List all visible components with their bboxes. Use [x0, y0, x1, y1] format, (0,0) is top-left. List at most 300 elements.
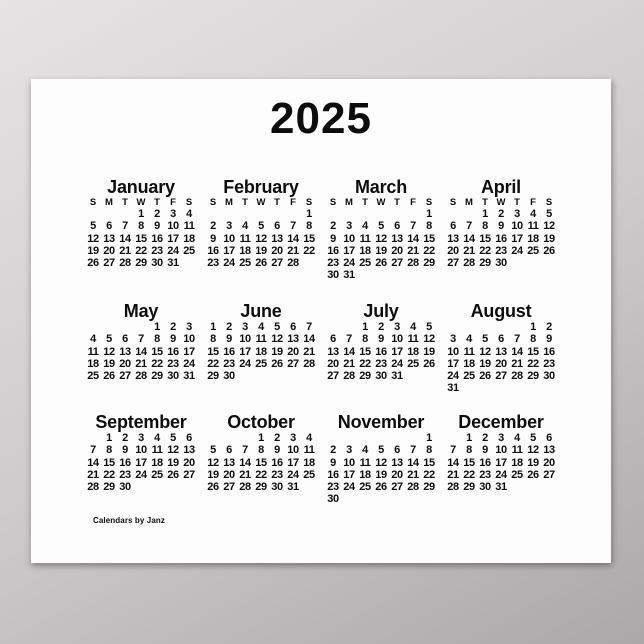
day-cell: 30	[151, 257, 163, 270]
day-cell: 8	[258, 444, 264, 457]
day-cell: 18	[183, 232, 195, 245]
day-cell: 17	[287, 456, 299, 469]
day-cell: 22	[359, 357, 371, 370]
day-cell: 31	[495, 481, 507, 494]
day-cell: 8	[306, 220, 312, 233]
day-cell: 26	[543, 244, 555, 257]
day-cell: 9	[378, 333, 384, 346]
day-cell: 14	[511, 345, 523, 358]
day-cell: 6	[186, 432, 192, 444]
day-cell: 28	[447, 481, 459, 494]
day-cell: 6	[106, 220, 112, 233]
day-of-week-label: M	[225, 197, 233, 208]
month-july	[321, 301, 441, 412]
empty-day-cell	[525, 382, 541, 394]
empty-day-cell	[405, 208, 421, 220]
day-cell: 18	[151, 456, 163, 469]
day-cell: 25	[183, 244, 195, 257]
empty-day-cell	[389, 269, 405, 281]
day-cell: 7	[122, 220, 128, 233]
week-row	[321, 269, 441, 281]
day-cell: 28	[407, 481, 419, 494]
day-cell: 4	[466, 333, 472, 346]
day-cell: 4	[242, 220, 248, 233]
day-cell: 15	[479, 232, 491, 245]
day-cell: 1	[306, 208, 312, 220]
empty-day-cell	[445, 432, 461, 444]
day-cell: 5	[482, 333, 488, 346]
day-cell: 3	[226, 220, 232, 233]
day-cell: 12	[375, 232, 387, 245]
day-of-week-header-row	[201, 197, 321, 208]
day-cell: 9	[330, 232, 336, 245]
day-cell: 17	[511, 232, 523, 245]
day-cell: 2	[378, 321, 384, 333]
day-cell: 9	[210, 232, 216, 245]
day-cell: 7	[138, 333, 144, 346]
day-cell: 25	[359, 481, 371, 494]
day-cell: 21	[303, 345, 315, 358]
day-cell: 10	[223, 232, 235, 245]
day-cell: 11	[511, 444, 523, 457]
day-cell: 11	[303, 444, 315, 457]
day-of-week-label: W	[256, 197, 266, 208]
day-of-week-label: S	[185, 197, 193, 208]
day-cell: 9	[154, 220, 160, 233]
day-cell: 27	[495, 370, 507, 383]
week-row	[81, 444, 201, 456]
day-cell: 29	[423, 257, 435, 270]
day-cell: 2	[122, 432, 128, 444]
day-of-week-label: T	[514, 197, 520, 208]
week-row	[201, 321, 321, 333]
day-cell: 13	[327, 345, 339, 358]
day-cell: 15	[135, 232, 147, 245]
day-cell: 9	[274, 444, 280, 457]
day-cell: 8	[154, 333, 160, 346]
week-row	[441, 233, 561, 245]
day-cell: 25	[463, 370, 475, 383]
day-cell: 1	[210, 321, 216, 333]
empty-day-cell	[325, 208, 341, 220]
day-cell: 14	[87, 456, 99, 469]
day-cell: 12	[543, 220, 555, 233]
week-row	[321, 370, 441, 382]
day-cell: 25	[255, 357, 267, 370]
day-cell: 15	[423, 232, 435, 245]
week-row	[81, 457, 201, 469]
day-cell: 22	[303, 244, 315, 257]
day-cell: 4	[514, 432, 520, 444]
day-cell: 11	[151, 444, 163, 457]
day-cell: 7	[242, 444, 248, 457]
day-cell: 5	[426, 321, 432, 333]
day-cell: 24	[239, 357, 251, 370]
day-cell: 12	[271, 333, 283, 346]
day-cell: 17	[167, 232, 179, 245]
day-cell: 11	[359, 456, 371, 469]
day-cell: 7	[346, 333, 352, 346]
day-cell: 17	[183, 345, 195, 358]
day-cell: 21	[511, 357, 523, 370]
week-row	[321, 457, 441, 469]
day-cell: 8	[466, 444, 472, 457]
empty-day-cell	[341, 493, 357, 505]
day-of-week-label: W	[376, 197, 386, 208]
day-cell: 15	[423, 456, 435, 469]
day-cell: 6	[394, 220, 400, 233]
day-cell: 20	[271, 244, 283, 257]
day-cell: 4	[258, 321, 264, 333]
week-row	[81, 233, 201, 245]
day-cell: 11	[239, 232, 251, 245]
month-title: July	[363, 301, 399, 321]
day-cell: 18	[359, 468, 371, 481]
day-cell: 10	[343, 456, 355, 469]
empty-day-cell	[269, 208, 285, 220]
day-cell: 2	[170, 321, 176, 333]
day-cell: 13	[543, 444, 555, 457]
day-cell: 13	[391, 456, 403, 469]
day-cell: 28	[119, 257, 131, 270]
day-cell: 23	[327, 481, 339, 494]
week-row	[81, 469, 201, 481]
empty-day-cell	[509, 382, 525, 394]
month-october	[201, 412, 321, 534]
empty-day-cell	[421, 269, 437, 281]
week-row	[201, 469, 321, 481]
day-cell: 28	[287, 257, 299, 270]
day-cell: 7	[90, 444, 96, 457]
empty-day-cell	[85, 321, 101, 333]
day-cell: 21	[135, 357, 147, 370]
day-cell: 31	[343, 269, 355, 282]
day-of-week-label: T	[154, 197, 160, 208]
day-cell: 4	[362, 444, 368, 457]
day-cell: 28	[511, 370, 523, 383]
empty-day-cell	[373, 269, 389, 281]
day-cell: 18	[527, 232, 539, 245]
day-cell: 26	[167, 468, 179, 481]
day-cell: 4	[306, 432, 312, 444]
day-cell: 23	[271, 468, 283, 481]
day-cell: 26	[479, 370, 491, 383]
day-cell: 16	[151, 232, 163, 245]
day-cell: 23	[151, 244, 163, 257]
month-title: November	[337, 412, 425, 432]
day-cell: 15	[207, 345, 219, 358]
day-cell: 3	[394, 321, 400, 333]
week-row	[321, 245, 441, 257]
day-cell: 24	[495, 468, 507, 481]
day-cell: 18	[407, 345, 419, 358]
day-cell: 1	[530, 321, 536, 333]
empty-day-cell	[285, 208, 301, 220]
day-cell: 18	[303, 456, 315, 469]
day-cell: 7	[306, 321, 312, 333]
day-cell: 30	[375, 370, 387, 383]
day-of-week-label: M	[465, 197, 473, 208]
week-row	[81, 370, 201, 382]
day-cell: 12	[479, 345, 491, 358]
week-row	[201, 358, 321, 370]
day-cell: 20	[119, 357, 131, 370]
day-of-week-label: T	[274, 197, 280, 208]
week-row	[201, 481, 321, 493]
empty-day-cell	[181, 481, 197, 493]
week-row	[441, 432, 561, 444]
day-cell: 17	[239, 345, 251, 358]
month-november	[321, 412, 441, 534]
day-of-week-label: M	[345, 197, 353, 208]
day-cell: 10	[167, 220, 179, 233]
day-cell: 22	[479, 244, 491, 257]
day-cell: 27	[183, 468, 195, 481]
day-cell: 27	[271, 257, 283, 270]
empty-day-cell	[509, 481, 525, 493]
day-cell: 27	[391, 481, 403, 494]
day-cell: 8	[426, 220, 432, 233]
day-cell: 17	[495, 456, 507, 469]
day-cell: 25	[511, 468, 523, 481]
day-cell: 20	[223, 468, 235, 481]
day-cell: 26	[375, 481, 387, 494]
month-title: October	[227, 412, 295, 432]
day-cell: 24	[135, 468, 147, 481]
day-cell: 24	[511, 244, 523, 257]
day-of-week-header-row	[321, 197, 441, 208]
empty-day-cell	[341, 432, 357, 444]
day-cell: 30	[495, 257, 507, 270]
day-cell: 8	[362, 333, 368, 346]
empty-day-cell	[221, 432, 237, 444]
week-row	[441, 481, 561, 493]
day-cell: 18	[511, 456, 523, 469]
day-cell: 25	[303, 468, 315, 481]
day-cell: 1	[106, 432, 112, 444]
week-row	[321, 208, 441, 220]
day-cell: 1	[258, 432, 264, 444]
day-cell: 23	[479, 468, 491, 481]
day-of-week-label: S	[449, 197, 457, 208]
day-cell: 19	[375, 244, 387, 257]
day-cell: 3	[170, 208, 176, 220]
day-cell: 16	[327, 468, 339, 481]
month-title: January	[107, 177, 175, 197]
day-cell: 21	[239, 468, 251, 481]
day-cell: 18	[463, 357, 475, 370]
empty-day-cell	[357, 493, 373, 505]
day-cell: 2	[330, 444, 336, 457]
empty-day-cell	[301, 370, 317, 382]
month-title: March	[354, 177, 408, 197]
week-row	[441, 370, 561, 382]
day-cell: 6	[290, 321, 296, 333]
day-cell: 12	[167, 444, 179, 457]
empty-day-cell	[357, 432, 373, 444]
day-cell: 26	[375, 257, 387, 270]
day-cell: 27	[223, 481, 235, 494]
day-cell: 18	[239, 244, 251, 257]
day-cell: 19	[543, 232, 555, 245]
week-row	[321, 233, 441, 245]
day-of-week-label: M	[105, 197, 113, 208]
day-cell: 27	[103, 257, 115, 270]
day-cell: 5	[378, 220, 384, 233]
empty-day-cell	[493, 382, 509, 394]
empty-day-cell	[405, 370, 421, 382]
week-row	[441, 444, 561, 456]
day-cell: 14	[463, 232, 475, 245]
day-cell: 23	[207, 257, 219, 270]
week-row	[81, 220, 201, 232]
week-row	[441, 457, 561, 469]
day-cell: 14	[407, 232, 419, 245]
day-cell: 16	[543, 345, 555, 358]
empty-day-cell	[373, 493, 389, 505]
day-cell: 23	[223, 357, 235, 370]
day-cell: 7	[450, 444, 456, 457]
day-cell: 22	[207, 357, 219, 370]
day-of-week-label: T	[482, 197, 488, 208]
empty-day-cell	[405, 269, 421, 281]
day-cell: 27	[391, 257, 403, 270]
day-cell: 9	[330, 456, 336, 469]
day-cell: 29	[207, 370, 219, 383]
day-cell: 10	[287, 444, 299, 457]
day-cell: 14	[119, 232, 131, 245]
week-row	[321, 333, 441, 345]
month-title: August	[470, 301, 532, 321]
day-cell: 23	[167, 357, 179, 370]
day-cell: 4	[90, 333, 96, 346]
day-cell: 6	[330, 333, 336, 346]
day-cell: 17	[343, 244, 355, 257]
day-cell: 15	[103, 456, 115, 469]
day-cell: 22	[151, 357, 163, 370]
day-cell: 22	[255, 468, 267, 481]
day-cell: 5	[378, 444, 384, 457]
day-cell: 22	[463, 468, 475, 481]
day-cell: 31	[287, 481, 299, 494]
day-cell: 25	[359, 257, 371, 270]
day-cell: 22	[527, 357, 539, 370]
day-cell: 12	[375, 456, 387, 469]
week-row	[201, 370, 321, 382]
empty-day-cell	[85, 208, 101, 220]
day-cell: 26	[207, 481, 219, 494]
day-cell: 15	[255, 456, 267, 469]
day-cell: 11	[407, 333, 419, 346]
day-cell: 5	[90, 220, 96, 233]
week-row	[201, 346, 321, 358]
week-row	[321, 346, 441, 358]
week-row	[321, 493, 441, 505]
empty-day-cell	[525, 257, 541, 269]
day-cell: 7	[290, 220, 296, 233]
day-cell: 30	[223, 370, 235, 383]
day-cell: 26	[103, 370, 115, 383]
week-row	[321, 220, 441, 232]
empty-day-cell	[389, 432, 405, 444]
day-cell: 12	[207, 456, 219, 469]
day-cell: 7	[466, 220, 472, 233]
week-row	[321, 481, 441, 493]
empty-day-cell	[269, 370, 285, 382]
week-row	[81, 245, 201, 257]
month-february	[201, 177, 321, 301]
day-cell: 4	[186, 208, 192, 220]
month-title: September	[95, 412, 187, 432]
day-of-week-label: S	[545, 197, 553, 208]
day-cell: 18	[255, 345, 267, 358]
empty-day-cell	[117, 321, 133, 333]
week-row	[81, 346, 201, 358]
week-row	[81, 481, 201, 493]
day-cell: 23	[495, 244, 507, 257]
day-cell: 3	[138, 432, 144, 444]
day-cell: 14	[303, 333, 315, 346]
day-cell: 20	[447, 244, 459, 257]
day-cell: 7	[410, 220, 416, 233]
week-row	[321, 432, 441, 444]
day-cell: 16	[167, 345, 179, 358]
day-cell: 10	[239, 333, 251, 346]
day-cell: 27	[543, 468, 555, 481]
empty-day-cell	[181, 257, 197, 269]
day-cell: 16	[207, 244, 219, 257]
empty-day-cell	[341, 208, 357, 220]
day-cell: 6	[546, 432, 552, 444]
day-cell: 27	[287, 357, 299, 370]
day-cell: 3	[498, 432, 504, 444]
day-cell: 11	[359, 232, 371, 245]
day-cell: 21	[87, 468, 99, 481]
day-cell: 19	[103, 357, 115, 370]
day-of-week-header-row	[81, 197, 201, 208]
day-cell: 13	[271, 232, 283, 245]
month-title: June	[240, 301, 282, 321]
week-row	[441, 346, 561, 358]
empty-day-cell	[133, 481, 149, 493]
day-cell: 23	[375, 357, 387, 370]
day-cell: 24	[343, 481, 355, 494]
day-cell: 6	[274, 220, 280, 233]
week-row	[441, 245, 561, 257]
day-cell: 12	[103, 345, 115, 358]
day-cell: 8	[530, 333, 536, 346]
day-cell: 22	[423, 468, 435, 481]
month-title: December	[458, 412, 544, 432]
day-cell: 29	[359, 370, 371, 383]
day-cell: 15	[527, 345, 539, 358]
day-cell: 5	[274, 321, 280, 333]
day-of-week-label: F	[530, 197, 536, 208]
day-cell: 30	[167, 370, 179, 383]
week-row	[201, 233, 321, 245]
day-cell: 9	[170, 333, 176, 346]
day-of-week-label: W	[496, 197, 506, 208]
day-cell: 24	[223, 257, 235, 270]
month-december	[441, 412, 561, 534]
day-cell: 29	[151, 370, 163, 383]
empty-day-cell	[341, 321, 357, 333]
day-cell: 23	[327, 257, 339, 270]
week-row	[441, 469, 561, 481]
day-cell: 20	[183, 456, 195, 469]
day-cell: 24	[183, 357, 195, 370]
day-cell: 10	[511, 220, 523, 233]
